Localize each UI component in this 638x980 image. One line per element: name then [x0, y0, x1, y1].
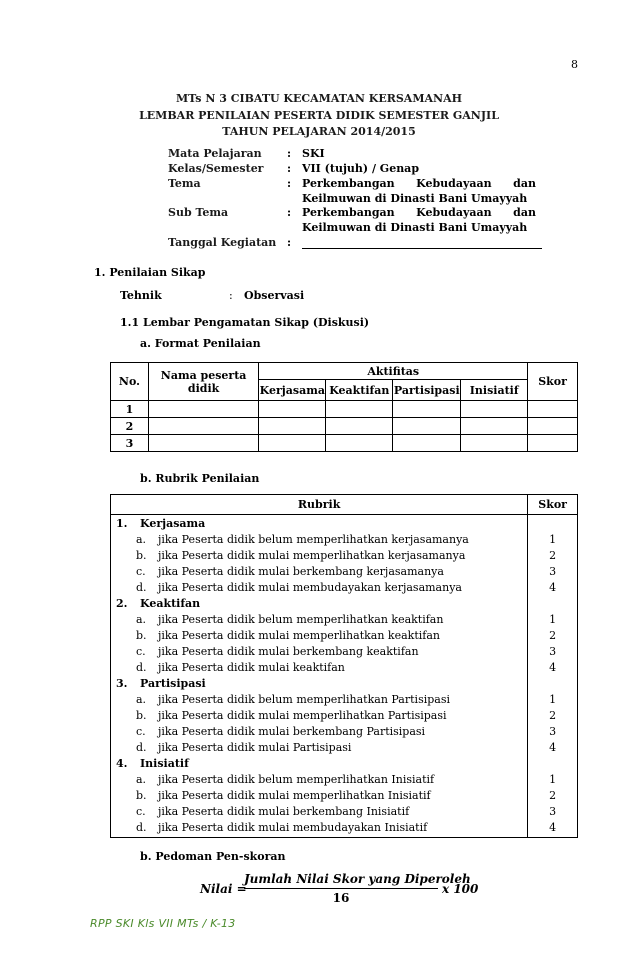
item-letter: a. — [136, 533, 147, 546]
item-skor: 3 — [549, 805, 557, 818]
category-number: 4. — [116, 757, 128, 770]
tehnik-value: Observasi — [244, 289, 305, 302]
header-year: TAHUN PELAJARAN 2014/2015 — [222, 125, 416, 138]
skor-spacer — [528, 676, 577, 692]
colon: : — [287, 147, 292, 160]
item-text: jika Peserta didik mulai Partisipasi — [158, 741, 352, 754]
rubrik-item — [116, 772, 527, 788]
item-text: jika Peserta didik mulai membudayakan kerjasamanya — [158, 581, 462, 594]
item-text: jika Peserta didik belum memperlihatkan keaktifan — [158, 613, 444, 626]
pedoman-title: b. Pedoman Pen-skoran — [140, 850, 286, 863]
item-letter: a. — [136, 693, 147, 706]
item-letter: a. — [136, 613, 147, 626]
colon: : — [287, 177, 292, 190]
rubrik-body — [111, 515, 528, 838]
rubrik-item — [116, 660, 527, 676]
category-name: Kerjasama — [140, 517, 206, 530]
tema-word: Kebudayaan — [416, 177, 492, 190]
item-skor: 1 — [549, 533, 557, 546]
kelas-value: VII (tujuh) / Genap — [302, 162, 420, 175]
skor-col-header: Skor — [528, 495, 578, 515]
page-number: 8 — [571, 58, 578, 71]
category-name: Partisipasi — [140, 677, 206, 690]
item-skor: 3 — [549, 565, 557, 578]
item-skor: 3 — [549, 725, 557, 738]
category-number: 3. — [116, 677, 128, 690]
tema-value-line2: Keilmuwan di Dinasti Bani Umayyah — [302, 192, 528, 205]
row-number: 1 — [111, 401, 149, 418]
item-letter: c. — [136, 725, 146, 738]
colon: : — [287, 162, 292, 175]
rubrik-item — [116, 708, 527, 724]
tema-word: dan — [513, 177, 536, 190]
item-text: jika Peserta didik mulai berkembang Partisipasi — [158, 725, 426, 738]
item-letter: c. — [136, 805, 146, 818]
formula-denominator: 16 — [332, 891, 350, 905]
item-letter: d. — [136, 661, 147, 674]
category-number: 1. — [116, 517, 128, 530]
item-letter: d. — [136, 581, 147, 594]
table-cell[interactable] — [148, 435, 258, 452]
table-cell[interactable] — [148, 418, 258, 435]
tanggal-label: Tanggal Kegiatan — [168, 236, 277, 249]
item-letter: b. — [136, 549, 147, 562]
rubrik-col-header: Rubrik — [111, 495, 528, 515]
item-text: jika Peserta didik mulai memperlihatkan kerjasamanya — [158, 549, 466, 562]
row-number: 2 — [111, 418, 149, 435]
item-skor: 2 — [549, 629, 557, 642]
tehnik-colon: : — [229, 289, 233, 302]
category-name: Inisiatif — [140, 757, 189, 770]
item-letter: a. — [136, 773, 147, 786]
table-cell[interactable] — [528, 401, 578, 418]
rubrik-item — [116, 820, 527, 836]
table-cell[interactable] — [326, 401, 393, 418]
table-row — [111, 435, 578, 452]
format-table — [110, 362, 578, 452]
mapel-value: SKI — [302, 147, 325, 160]
item-text: jika Peserta didik belum memperlihatkan Partisipasi — [158, 693, 450, 706]
tema-value-line1 — [302, 177, 536, 190]
rubrik-category — [116, 596, 527, 612]
item-skor: 4 — [549, 741, 557, 754]
rubrik-category — [116, 676, 527, 692]
skor-spacer — [528, 756, 577, 772]
table-cell[interactable] — [461, 418, 528, 435]
rubrik-title: b. Rubrik Penilaian — [140, 472, 260, 485]
col-skor: Skor — [528, 363, 578, 401]
colon: : — [287, 206, 292, 219]
item-skor: 4 — [549, 581, 557, 594]
item-letter: b. — [136, 629, 147, 642]
rubrik-item — [116, 628, 527, 644]
category-name: Keaktifan — [140, 597, 201, 610]
subtema-word: Perkembangan — [302, 206, 395, 219]
table-cell[interactable] — [393, 435, 461, 452]
rubrik-category — [116, 756, 527, 772]
col-inisiatif: Inisiatif — [461, 380, 528, 401]
rubrik-item — [116, 644, 527, 660]
item-skor: 3 — [549, 645, 557, 658]
tanggal-blank-line — [302, 248, 542, 249]
table-cell[interactable] — [326, 418, 393, 435]
colon: : — [287, 236, 292, 249]
item-text: jika Peserta didik mulai berkembang kerjasamanya — [158, 565, 444, 578]
format-title: a. Format Penilaian — [140, 337, 261, 350]
item-skor: 2 — [549, 709, 557, 722]
table-cell[interactable] — [461, 401, 528, 418]
item-letter: c. — [136, 565, 146, 578]
table-cell[interactable] — [259, 418, 326, 435]
item-text: jika Peserta didik belum memperlihatkan kerjasamanya — [158, 533, 469, 546]
rubrik-item — [116, 548, 527, 564]
subtema-value-line2: Keilmuwan di Dinasti Bani Umayyah — [302, 221, 528, 234]
row-number: 3 — [111, 435, 149, 452]
item-letter: b. — [136, 709, 147, 722]
formula-lhs: Nilai = — [200, 882, 247, 896]
item-skor: 4 — [549, 821, 557, 834]
subtema-word: Kebudayaan — [416, 206, 492, 219]
rubrik-item — [116, 580, 527, 596]
skor-body — [528, 515, 578, 838]
subtema-value-line1 — [302, 206, 536, 219]
table-cell[interactable] — [259, 401, 326, 418]
table-cell[interactable] — [393, 401, 461, 418]
tema-label: Tema — [168, 177, 201, 190]
rubrik-table — [110, 494, 578, 838]
formula-numerator: Jumlah Nilai Skor yang Diperoleh — [244, 872, 438, 889]
subsection-title: 1.1 Lembar Pengamatan Sikap (Diskusi) — [120, 316, 370, 329]
header-title: LEMBAR PENILAIAN PESERTA DIDIK SEMESTER GANJIL — [139, 109, 499, 122]
col-keaktifan: Keaktifan — [326, 380, 393, 401]
item-skor: 4 — [549, 661, 557, 674]
item-skor: 1 — [549, 613, 557, 626]
rubrik-item — [116, 532, 527, 548]
subtema-word: dan — [513, 206, 536, 219]
table-cell[interactable] — [528, 418, 578, 435]
rubrik-item — [116, 564, 527, 580]
rubrik-item — [116, 788, 527, 804]
tema-word: Perkembangan — [302, 177, 395, 190]
col-kerjasama: Kerjasama — [259, 380, 326, 401]
col-nama: Nama peserta didik — [148, 363, 258, 401]
table-row — [111, 418, 578, 435]
tehnik-label: Tehnik — [120, 289, 162, 302]
table-cell[interactable] — [326, 435, 393, 452]
rubrik-item — [116, 804, 527, 820]
item-text: jika Peserta didik mulai keaktifan — [158, 661, 345, 674]
rubrik-item — [116, 692, 527, 708]
subtema-label: Sub Tema — [168, 206, 229, 219]
item-letter: d. — [136, 741, 147, 754]
item-skor: 1 — [549, 693, 557, 706]
section-title: 1. Penilaian Sikap — [94, 266, 206, 279]
rubrik-category — [116, 516, 527, 532]
table-cell[interactable] — [461, 435, 528, 452]
skor-spacer — [528, 596, 577, 612]
item-skor: 2 — [549, 549, 557, 562]
table-cell[interactable] — [528, 435, 578, 452]
mapel-label: Mata Pelajaran — [168, 147, 262, 160]
rubrik-item — [116, 612, 527, 628]
col-partisipasi: Partisipasi — [393, 380, 461, 401]
table-row — [111, 401, 578, 418]
item-text: jika Peserta didik mulai berkembang Inisiatif — [158, 805, 410, 818]
kelas-label: Kelas/Semester — [168, 162, 264, 175]
header-school: MTs N 3 CIBATU KECAMATAN KERSAMANAH — [175, 92, 463, 105]
item-letter: b. — [136, 789, 147, 802]
item-skor: 1 — [549, 773, 557, 786]
table-cell[interactable] — [148, 401, 258, 418]
item-text: jika Peserta didik mulai memperlihatkan Partisipasi — [158, 709, 447, 722]
rubrik-item — [116, 740, 527, 756]
rubrik-item — [116, 724, 527, 740]
item-text: jika Peserta didik mulai membudayakan Inisiatif — [158, 821, 428, 834]
table-cell[interactable] — [393, 418, 461, 435]
item-letter: c. — [136, 645, 146, 658]
col-no: No. — [111, 363, 149, 401]
item-text: jika Peserta didik mulai memperlihatkan Inisiatif — [158, 789, 431, 802]
item-letter: d. — [136, 821, 147, 834]
category-number: 2. — [116, 597, 128, 610]
formula-rhs: x 100 — [442, 882, 479, 896]
item-skor: 2 — [549, 789, 557, 802]
skor-spacer — [528, 516, 577, 532]
col-aktifitas: Aktifitas — [259, 363, 528, 380]
item-text: jika Peserta didik belum memperlihatkan Inisiatif — [158, 773, 435, 786]
item-text: jika Peserta didik mulai memperlihatkan keaktifan — [158, 629, 440, 642]
table-cell[interactable] — [259, 435, 326, 452]
page-footer: RPP SKI Kls VII MTs / K-13 — [90, 917, 236, 930]
item-text: jika Peserta didik mulai berkembang keaktifan — [158, 645, 419, 658]
